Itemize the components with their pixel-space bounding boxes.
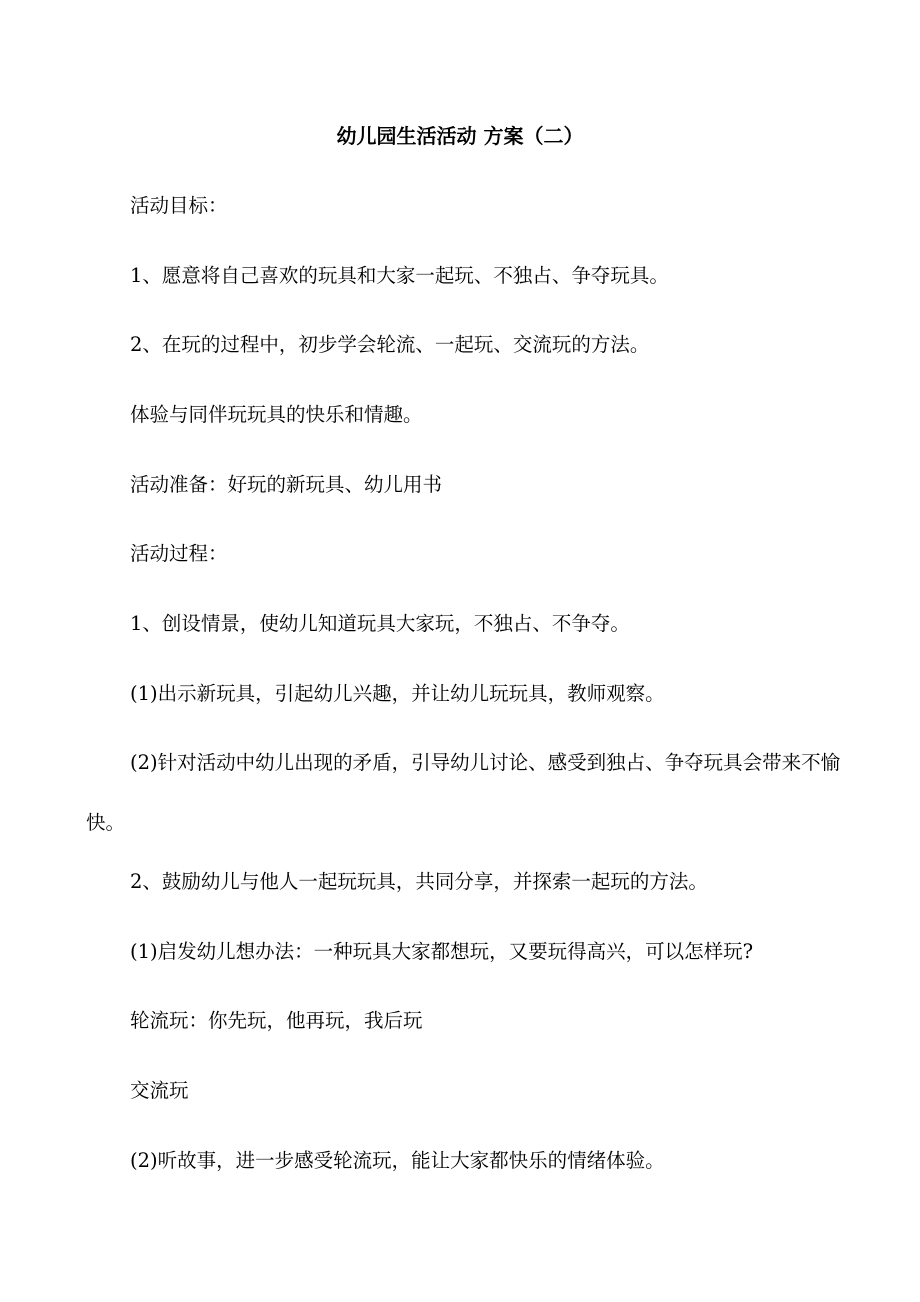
- paragraph: (2)听故事，进一步感受轮流玩，能让大家都快乐的情绪体验。: [130, 1149, 665, 1172]
- paragraph: 1、创设情景，使幼儿知道玩具大家玩，不独占、不争夺。: [130, 612, 630, 635]
- paragraph: 活动准备：好玩的新玩具、幼儿用书: [130, 473, 443, 496]
- paragraph: 体验与同伴玩玩具的快乐和情趣。: [130, 403, 423, 426]
- paragraph: 活动目标：: [130, 194, 228, 217]
- paragraph: 活动过程：: [130, 542, 228, 565]
- paragraph: 2、在玩的过程中，初步学会轮流、一起玩、交流玩的方法。: [130, 333, 650, 356]
- paragraph: 2、鼓励幼儿与他人一起玩玩具，共同分享，并探索一起玩的方法。: [130, 870, 708, 893]
- paragraph: 轮流玩：你先玩，他再玩，我后玩: [130, 1009, 423, 1032]
- document-title: 幼儿园生活活动 方案（二）: [336, 124, 584, 148]
- paragraph: (1)出示新玩具，引起幼儿兴趣，并让幼儿玩玩具，教师观察。: [130, 682, 665, 705]
- paragraph: (2)针对活动中幼儿出现的矛盾，引导幼儿讨论、感受到独占、争夺玩具会带来不愉快。: [86, 751, 841, 834]
- paragraph: 交流玩: [130, 1079, 189, 1102]
- paragraph: (1)启发幼儿想办法：一种玩具大家都想玩，又要玩得高兴，可以怎样玩?: [130, 940, 754, 963]
- paragraph: 1、愿意将自己喜欢的玩具和大家一起玩、不独占、争夺玩具。: [130, 264, 669, 287]
